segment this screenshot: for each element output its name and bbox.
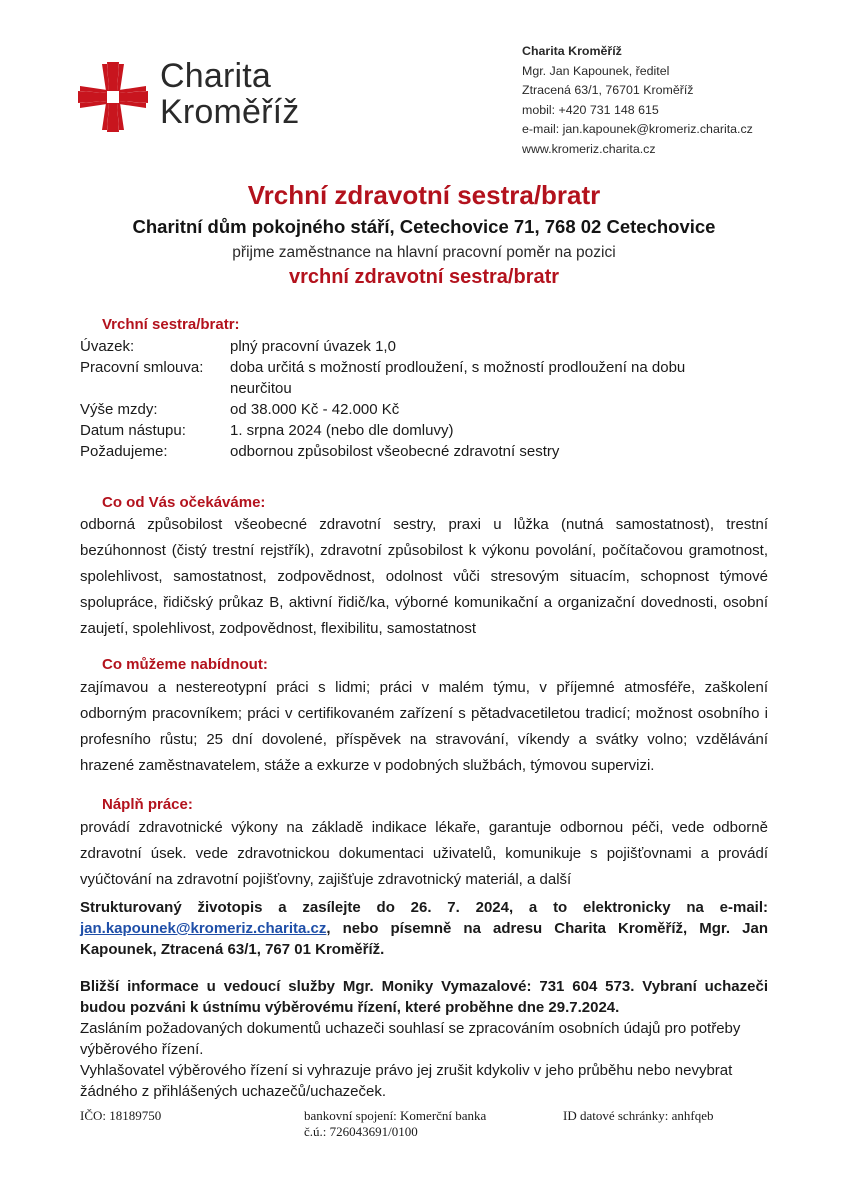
page-title: Vrchní zdravotní sestra/bratr xyxy=(247,180,601,210)
info-block xyxy=(80,976,768,1102)
apply-email-link[interactable]: jan.kapounek@kromeriz.charita.cz xyxy=(80,920,327,937)
details-row xyxy=(80,420,720,441)
footer-bank-account: č.ú.: 726043691/0100 xyxy=(304,1124,418,1139)
expect-heading: Co od Vás očekáváme: xyxy=(102,494,266,511)
contact-email: e-mail: jan.kapounek@kromeriz.charita.cz xyxy=(522,122,753,137)
details-label: Výše mzdy: xyxy=(80,401,158,418)
contact-web: www.kromeriz.charita.cz xyxy=(522,141,656,156)
details-value: odbornou způsobilost všeobecné zdravotní sestry xyxy=(230,443,560,460)
contact-address: Ztracená 63/1, 76701 Kroměříž xyxy=(522,83,694,98)
details-label: Datum nástupu: xyxy=(80,422,186,439)
contact-block xyxy=(522,42,753,160)
details-row xyxy=(80,336,720,357)
contact-mobile: mobil: +420 731 148 615 xyxy=(522,102,659,117)
contact-director: Mgr. Jan Kapounek, ředitel xyxy=(522,63,670,78)
duties-heading: Náplň práce: xyxy=(102,796,193,813)
facility-name: Charitní dům pokojného stáří, Cetechovice 71, 768 02 Cetechovice xyxy=(132,216,716,237)
footer-bank-name: bankovní spojení: Komerční banka xyxy=(304,1108,487,1123)
logo-line-2: Kroměříž xyxy=(160,93,300,131)
apply-text-before: Strukturovaný životopis a zasílejte do 26. 7. 2024, a to elektronicky na e-mail: xyxy=(80,899,768,916)
apply-paragraph xyxy=(80,897,768,960)
details-value: doba určitá s možností prodloužení, s možností prodloužení na dobu neurčitou xyxy=(230,359,686,397)
details-row xyxy=(80,399,720,420)
footer-databox: ID datové schránky: anhfqeb xyxy=(563,1108,714,1123)
details-heading: Vrchní sestra/bratr: xyxy=(102,316,240,333)
details-label: Pracovní smlouva: xyxy=(80,359,204,376)
reserve-text: Vyhlašovatel výběrového řízení si vyhrazuje právo jej zrušit kdykoliv v jeho průběhu nebo nevybrat žádného z přihlášených uchazečů/uchazeček. xyxy=(80,1062,733,1100)
logo-line-1: Charita xyxy=(160,57,272,95)
offer-text: zajímavou a nestereotypní práci s lidmi; práci v malém týmu, v příjemné atmosféře, zaškolení odborným pracovníkem; práci v certifikovaném zařízení s pětadvacetiletou tradicí; možnost osobního i profesního růstu; 25 dní dovolené, příspěvek na stravování, víkendy a svátky volno; vzdělávání hrazené zaměstnavatelem, stáže a exkurze v podobných službách, týmovou supervizi. xyxy=(80,679,768,774)
offer-heading: Co můžeme nabídnout: xyxy=(102,656,268,673)
footer-bank xyxy=(304,1108,486,1140)
footer-ico: IČO: 18189750 xyxy=(80,1108,162,1123)
expect-text: odborná způsobilost všeobecné zdravotní sestry, praxi u lůžka (nutná samostatnost), trestní bezúhonnost (čistý trestní rejstřík), zdravotní způsobilost k výkonu povolání, počítačovou gramotnost, spolehlivost, samostatnost, zodpovědnost, odolnost vůči stresovým situacím, schopnost týmové spolupráce, řidičský průkaz B, aktivní řidič/ka, výborné komunikační a organizační dovednosti, osobní zaujetí, spolehlivost, zodpovědnost, flexibilitu, samostatnost xyxy=(80,516,768,637)
logo-wordmark xyxy=(160,58,300,130)
info-bold-text: Bližší informace u vedoucí služby Mgr. Moniky Vymazalové: 731 604 573. Vybraní uchazeči budou pozváni k ústnímu výběrovému řízení, které proběhne dne 29.7.2024. xyxy=(80,978,768,1016)
charita-cross-icon xyxy=(76,60,150,134)
charita-logo xyxy=(76,58,336,138)
details-label: Úvazek: xyxy=(80,338,135,355)
apply-text-after: , nebo písemně na adresu Charita Kroměříž, Mgr. Jan Kapounek, Ztracená 63/1, 767 01 Kroměříž. xyxy=(80,920,768,958)
duties-text: provádí zdravotnické výkony na základě indikace lékaře, garantuje odbornou péči, vede odborně zdravotní úsek. vede zdravotnickou dokumentaci uživatelů, komunikuje s pojišťovnami a provádí vyúčtování na zdravotní pojišťovny, zajišťuje zdravotnický materiál, a další xyxy=(80,819,768,888)
intro-text: přijme zaměstnance na hlavní pracovní poměr na pozici xyxy=(232,244,616,261)
consent-text: Zasláním požadovaných dokumentů uchazeči souhlasí se zpracováním osobních údajů pro potřeby výběrového řízení. xyxy=(80,1020,741,1058)
details-label: Požadujeme: xyxy=(80,443,168,460)
details-table xyxy=(80,336,720,462)
details-value: 1. srpna 2024 (nebo dle domluvy) xyxy=(230,422,454,439)
contact-org: Charita Kroměříž xyxy=(522,44,622,58)
details-row xyxy=(80,357,720,399)
details-value: plný pracovní úvazek 1,0 xyxy=(230,338,396,355)
details-value: od 38.000 Kč - 42.000 Kč xyxy=(230,401,400,418)
details-row xyxy=(80,441,720,462)
position-title: vrchní zdravotní sestra/bratr xyxy=(288,266,560,288)
